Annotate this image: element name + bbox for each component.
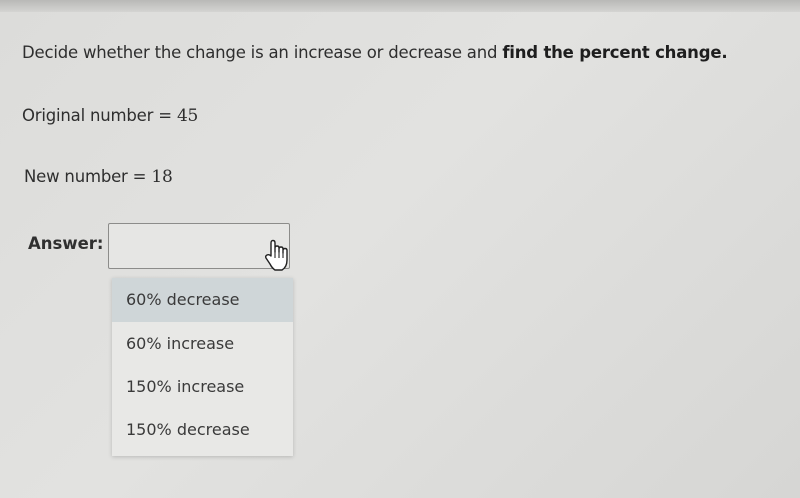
option-150-decrease[interactable]: 150% decrease bbox=[126, 420, 250, 439]
option-60-decrease[interactable]: 60% decrease bbox=[112, 278, 293, 322]
original-number-line bbox=[22, 106, 198, 126]
original-number-label: Original number = bbox=[22, 106, 177, 125]
new-number-value: 18 bbox=[151, 167, 173, 187]
answer-options-list bbox=[112, 278, 293, 456]
question-text: Decide whether the change is an increase or decrease and bbox=[22, 43, 503, 62]
new-number-label: New number = bbox=[24, 167, 152, 186]
option-60-increase[interactable]: 60% increase bbox=[126, 334, 235, 353]
question-emphasis: find the percent change. bbox=[502, 43, 728, 62]
new-number-line bbox=[24, 167, 173, 187]
question-prompt bbox=[22, 43, 727, 62]
top-divider bbox=[0, 0, 800, 12]
original-number-value: 45 bbox=[176, 106, 199, 126]
hand-pointer-icon bbox=[262, 239, 292, 273]
option-150-increase[interactable]: 150% increase bbox=[126, 377, 245, 396]
answer-label: Answer: bbox=[28, 234, 104, 253]
